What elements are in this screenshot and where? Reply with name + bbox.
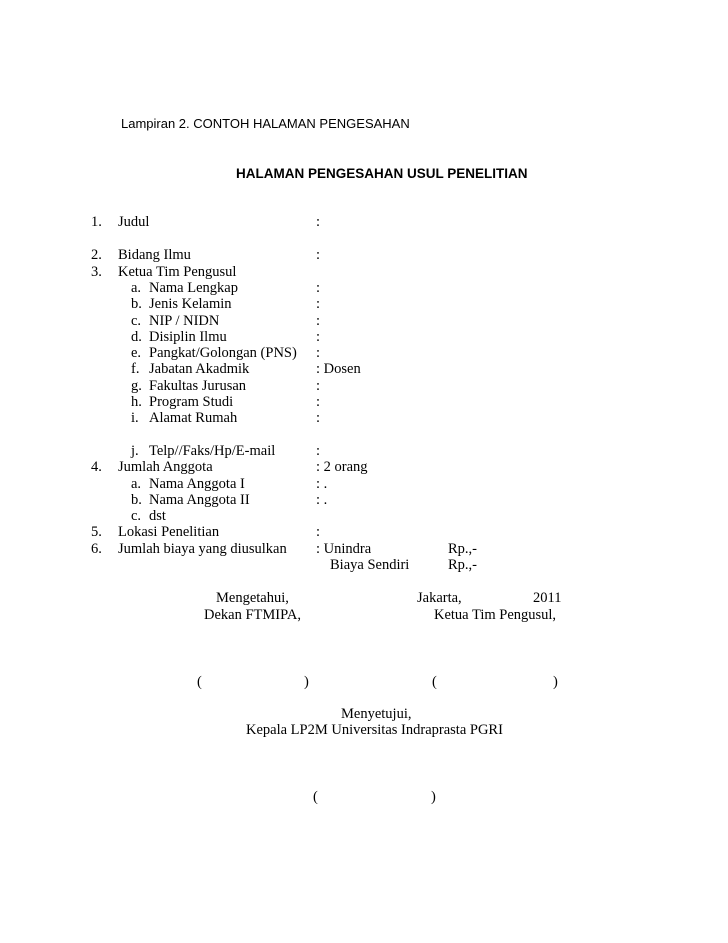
field-value: : .: [316, 476, 328, 492]
budget-self-source: Biaya Sendiri: [330, 557, 410, 573]
leader-close-paren: ): [553, 674, 558, 690]
field-value: :: [316, 345, 321, 361]
field-label: Jumlah biaya yang diusulkan: [118, 541, 287, 557]
field-value: : Unindra: [316, 541, 372, 557]
lp2m-title: Kepala LP2M Universitas Indraprasta PGRI: [246, 722, 503, 738]
row-sub: i.: [131, 410, 139, 426]
row-sub: b.: [131, 492, 142, 508]
field-value: :: [316, 378, 321, 394]
leader-open-paren: (: [432, 674, 437, 690]
row-sub: c.: [131, 508, 142, 524]
page-title: HALAMAN PENGESAHAN USUL PENELITIAN: [236, 166, 528, 181]
field-label: Pangkat/Golongan (PNS): [149, 345, 297, 361]
row-sub: d.: [131, 329, 142, 345]
row-number: 3.: [91, 264, 102, 280]
field-label: Jumlah Anggota: [118, 459, 213, 475]
dean-title: Dekan FTMIPA,: [204, 607, 301, 623]
field-value: : .: [316, 492, 328, 508]
field-label: NIP / NIDN: [149, 313, 220, 329]
lp2m-close-paren: ): [431, 789, 436, 805]
approve-label: Menyetujui,: [341, 706, 412, 722]
dean-close-paren: ): [304, 674, 309, 690]
field-label: dst: [149, 508, 166, 524]
field-value: :: [316, 247, 321, 263]
field-label: Disiplin Ilmu: [149, 329, 227, 345]
field-value: :: [316, 524, 321, 540]
row-number: 5.: [91, 524, 102, 540]
row-sub: b.: [131, 296, 142, 312]
field-label: Jabatan Akadmik: [149, 361, 250, 377]
field-label: Nama Lengkap: [149, 280, 238, 296]
leader-title: Ketua Tim Pengusul,: [434, 607, 557, 623]
field-label: Telp//Faks/Hp/E-mail: [149, 443, 276, 459]
row-sub: a.: [131, 476, 142, 492]
year-label: 2011: [533, 590, 562, 606]
field-value: : Dosen: [316, 361, 361, 377]
field-label: Jenis Kelamin: [149, 296, 232, 312]
row-number: 1.: [91, 214, 102, 230]
row-sub: c.: [131, 313, 142, 329]
row-number: 2.: [91, 247, 102, 263]
field-label: Nama Anggota II: [149, 492, 250, 508]
field-value: :: [316, 329, 321, 345]
field-value: :: [316, 214, 321, 230]
field-label: Nama Anggota I: [149, 476, 245, 492]
field-value: : 2 orang: [316, 459, 368, 475]
budget-self-amount: Rp.,-: [448, 557, 477, 573]
row-sub: j.: [131, 443, 139, 459]
row-number: 4.: [91, 459, 102, 475]
field-label: Alamat Rumah: [149, 410, 238, 426]
field-label: Lokasi Penelitian: [118, 524, 220, 540]
field-value: :: [316, 313, 321, 329]
row-sub: h.: [131, 394, 142, 410]
field-label: Judul: [118, 214, 150, 230]
lp2m-open-paren: (: [313, 789, 318, 805]
field-label: Program Studi: [149, 394, 234, 410]
row-sub: g.: [131, 378, 142, 394]
field-value: :: [316, 410, 321, 426]
field-value: :: [316, 443, 321, 459]
field-value: :: [316, 296, 321, 312]
place-label: Jakarta,: [417, 590, 462, 606]
known-label: Mengetahui,: [216, 590, 289, 606]
row-sub: e.: [131, 345, 142, 361]
dean-open-paren: (: [197, 674, 202, 690]
field-label: Ketua Tim Pengusul: [118, 264, 237, 280]
field-label: Bidang Ilmu: [118, 247, 191, 263]
field-value: :: [316, 280, 321, 296]
row-number: 6.: [91, 541, 102, 557]
budget-unindra-amount: Rp.,-: [448, 541, 477, 557]
field-label: Fakultas Jurusan: [149, 378, 247, 394]
attachment-label: Lampiran 2. CONTOH HALAMAN PENGESAHAN: [121, 116, 410, 131]
field-value: :: [316, 394, 321, 410]
row-sub: f.: [131, 361, 140, 377]
row-sub: a.: [131, 280, 142, 296]
